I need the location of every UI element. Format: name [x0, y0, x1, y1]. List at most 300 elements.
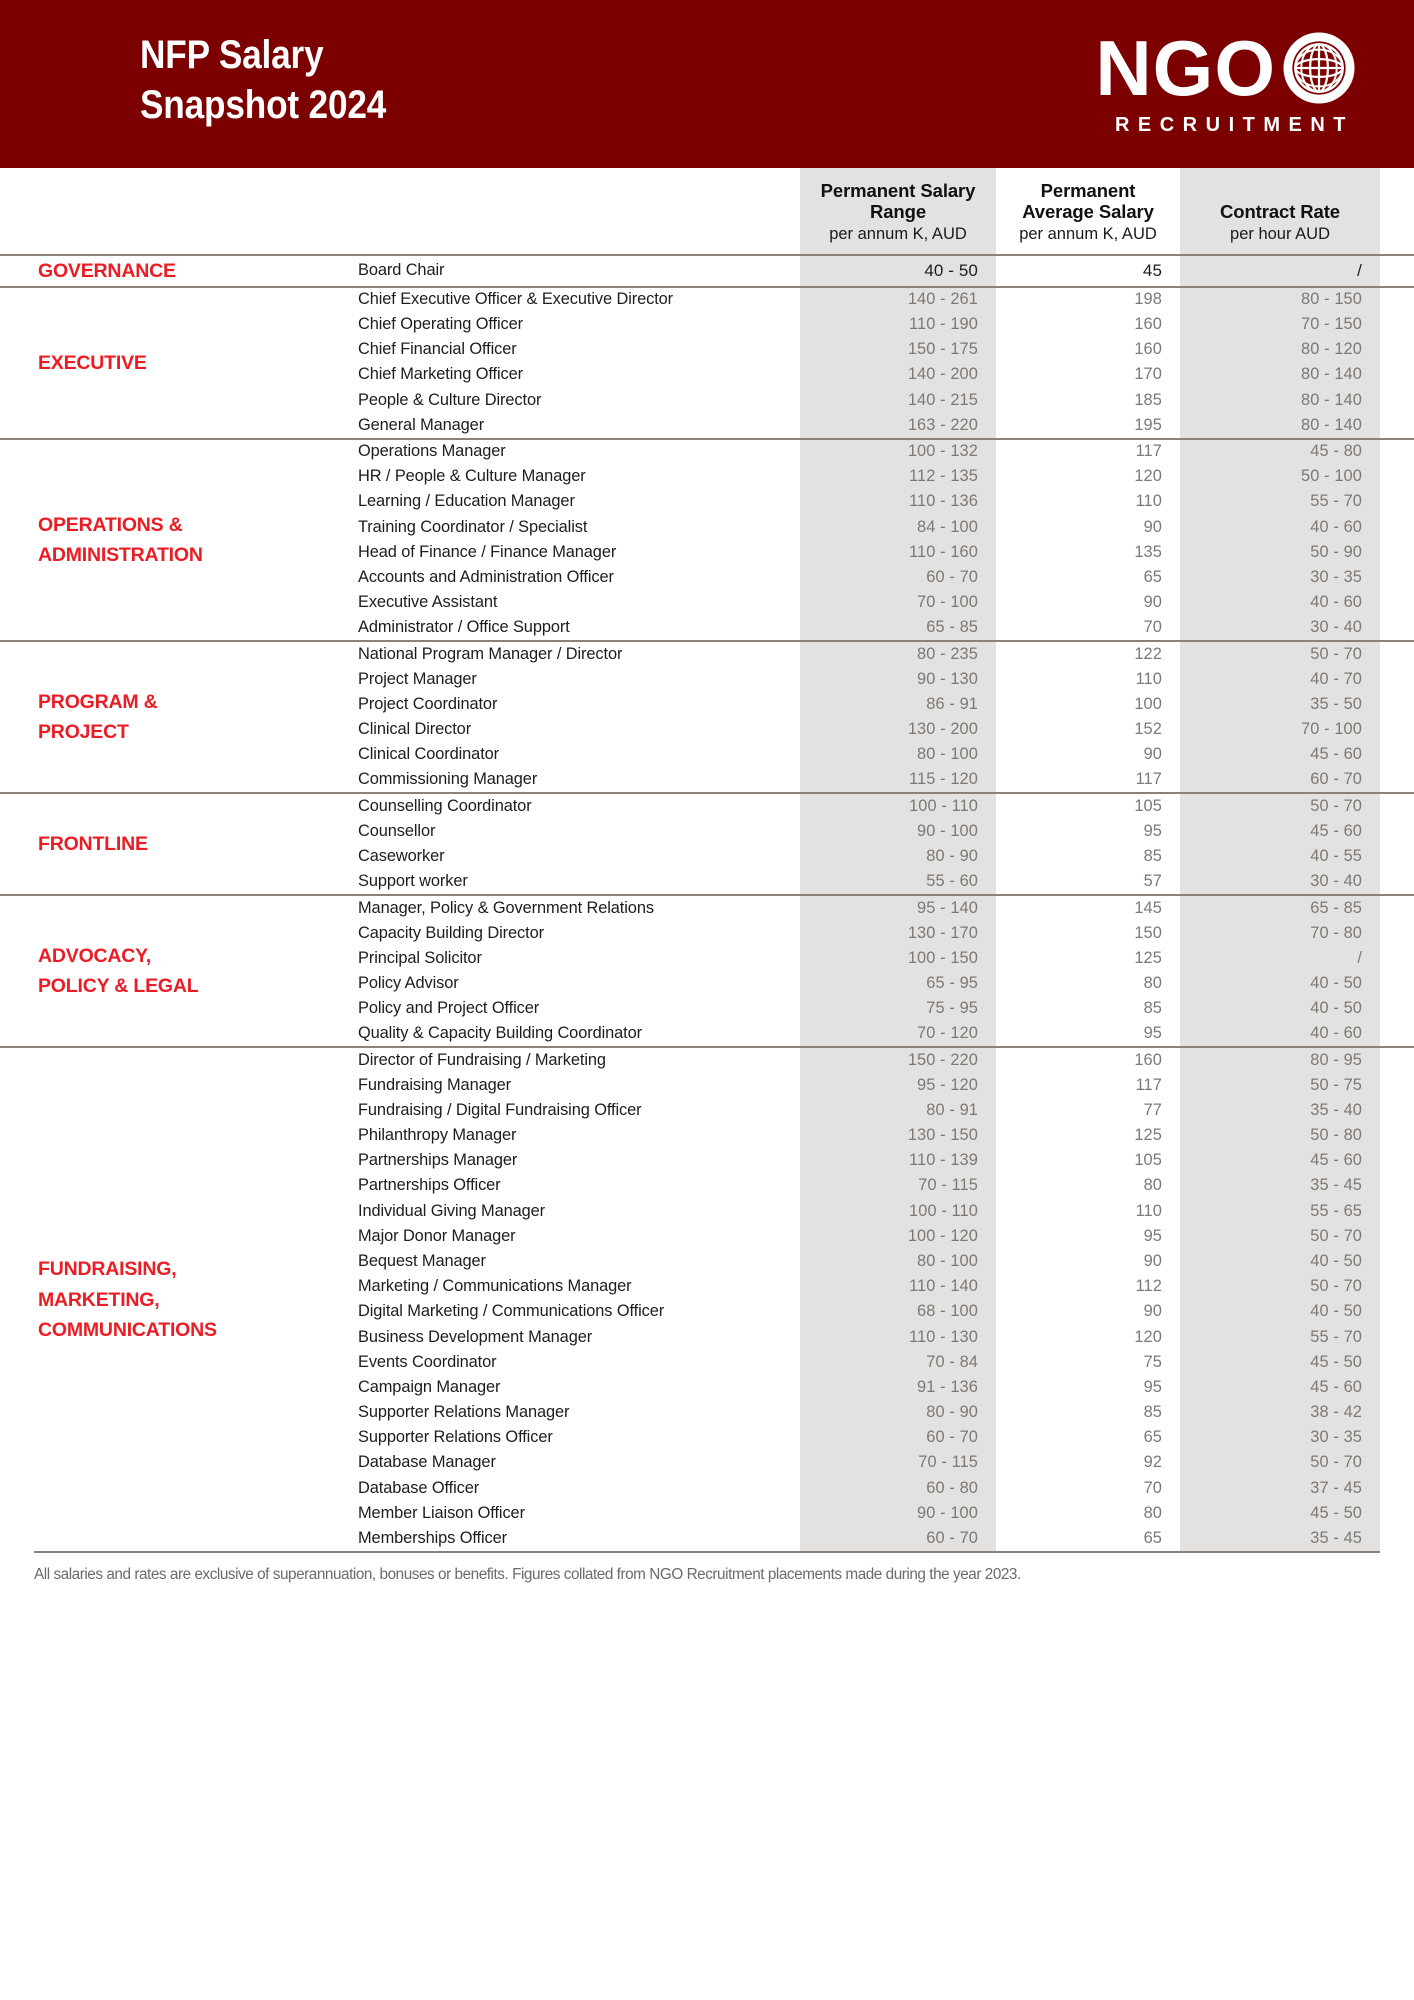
- permanent-salary-range-cell: 100 - 120: [907, 1226, 978, 1245]
- contract-rate-cell: 40 - 55: [1310, 846, 1362, 865]
- contract-rate-cell: 40 - 50: [1310, 999, 1362, 1018]
- header-pad: [1380, 168, 1414, 254]
- permanent-salary-range-cell: 70 - 115: [918, 1453, 978, 1472]
- row-pad-cell: [1380, 255, 1414, 286]
- row-pad-cell: [1380, 540, 1414, 565]
- contract-rate-cell: 45 - 60: [1310, 821, 1362, 840]
- globe-icon: [1282, 31, 1356, 105]
- row-pad-cell: [1380, 1299, 1414, 1324]
- role-name-cell: Policy Advisor: [358, 973, 459, 992]
- row-pad-cell: [1380, 1173, 1414, 1198]
- permanent-salary-range-cell: 70 - 120: [917, 1024, 978, 1043]
- permanent-salary-range-cell: 80 - 91: [926, 1100, 978, 1119]
- permanent-average-salary-cell: 110: [1135, 669, 1162, 688]
- permanent-average-salary-cell: 112: [1135, 1277, 1162, 1296]
- role-name-cell: Project Manager: [358, 669, 477, 688]
- category-cell: [0, 895, 340, 1046]
- permanent-average-salary-cell: 95: [1143, 1226, 1162, 1245]
- permanent-salary-range-cell: 130 - 150: [907, 1126, 978, 1144]
- row-pad-cell: [1380, 1047, 1414, 1072]
- row-pad-cell: [1380, 337, 1414, 362]
- permanent-salary-range-cell: 65 - 95: [926, 973, 978, 992]
- role-name-cell: Fundraising / Digital Fundraising Officer: [358, 1100, 642, 1119]
- permanent-average-salary-cell: 95: [1143, 1024, 1162, 1043]
- contract-rate-cell: 40 - 50: [1310, 1251, 1362, 1270]
- header-role-blank: [340, 168, 800, 254]
- page-header-banner: [0, 0, 1414, 168]
- salary-table-head: [0, 168, 1414, 254]
- permanent-salary-range-cell: 112 - 135: [909, 467, 978, 486]
- contract-rate-cell: 50 - 100: [1301, 467, 1362, 486]
- table-header-row: [0, 168, 1414, 254]
- role-name-cell: Partnerships Manager: [358, 1151, 518, 1170]
- header-contract-rate-label: Contract Rate: [1220, 201, 1340, 223]
- permanent-salary-range-cell: 91 - 136: [917, 1377, 978, 1396]
- header-permanent-salary-range-label: Permanent Salary Range: [820, 180, 976, 223]
- permanent-average-salary-cell: 80: [1143, 1176, 1162, 1195]
- permanent-salary-range-cell: 80 - 90: [926, 1403, 978, 1422]
- contract-rate-cell: 40 - 70: [1310, 669, 1362, 688]
- row-pad-cell: [1380, 1123, 1414, 1148]
- category-label-line: ADVOCACY,: [38, 945, 152, 968]
- contract-rate-cell: 30 - 40: [1310, 618, 1362, 637]
- role-name-cell: Learning / Education Manager: [358, 492, 575, 511]
- category-cell: [0, 793, 340, 894]
- category-label-line: PROJECT: [38, 721, 129, 744]
- contract-rate-cell: 40 - 50: [1310, 1302, 1362, 1321]
- contract-rate-cell: 40 - 60: [1310, 517, 1362, 536]
- row-pad-cell: [1380, 717, 1414, 742]
- role-name-cell: Manager, Policy & Government Relations: [358, 898, 654, 917]
- role-name-cell: Member Liaison Officer: [358, 1503, 525, 1522]
- row-pad-cell: [1380, 1073, 1414, 1098]
- category-label-line: COMMUNICATIONS: [38, 1318, 217, 1341]
- header-permanent-average-salary: [996, 168, 1180, 254]
- row-pad-cell: [1380, 1324, 1414, 1349]
- permanent-average-salary-cell: 70: [1143, 1478, 1162, 1497]
- contract-rate-cell: /: [1357, 260, 1362, 280]
- ngo-recruitment-logo: [1056, 24, 1356, 146]
- permanent-average-salary-cell: 65: [1143, 567, 1162, 586]
- permanent-salary-range-cell: 140 - 200: [907, 365, 978, 384]
- permanent-average-salary-cell: 90: [1143, 517, 1162, 536]
- role-name-cell: Training Coordinator / Specialist: [358, 517, 588, 536]
- role-name-cell: Business Development Manager: [358, 1327, 593, 1346]
- role-name-cell: Chief Executive Officer & Executive Director: [358, 290, 674, 309]
- contract-rate-cell: 38 - 42: [1310, 1403, 1362, 1422]
- category-label-line: POLICY & LEGAL: [38, 975, 199, 998]
- contract-rate-cell: 45 - 60: [1310, 745, 1362, 764]
- permanent-average-salary-cell: 90: [1143, 1251, 1162, 1270]
- header-contract-rate-sub: per hour AUD: [1230, 224, 1330, 243]
- salary-table: [0, 168, 1414, 1551]
- permanent-salary-range-cell: 84 - 100: [917, 517, 978, 536]
- permanent-salary-range-cell: 95 - 140: [917, 898, 978, 917]
- contract-rate-cell: 50 - 70: [1310, 644, 1362, 663]
- row-pad-cell: [1380, 1400, 1414, 1425]
- permanent-average-salary-cell: 85: [1143, 846, 1162, 865]
- row-pad-cell: [1380, 1425, 1414, 1450]
- role-name-cell: Administrator / Office Support: [358, 618, 570, 637]
- permanent-salary-range-cell: 100 - 110: [909, 1201, 978, 1220]
- contract-rate-cell: 50 - 90: [1310, 542, 1362, 561]
- permanent-salary-range-cell: 130 - 200: [907, 720, 978, 738]
- contract-rate-cell: 35 - 50: [1310, 694, 1362, 713]
- permanent-average-salary-cell: 100: [1134, 694, 1162, 713]
- table-row: [0, 793, 1414, 818]
- role-name-cell: Quality & Capacity Building Coordinator: [358, 1024, 642, 1043]
- logo-subtitle: RECRUITMENT: [1114, 114, 1354, 136]
- role-name-cell: Major Donor Manager: [358, 1226, 516, 1245]
- contract-rate-cell: 70 - 100: [1301, 720, 1362, 738]
- role-name-cell: Database Manager: [358, 1453, 496, 1472]
- permanent-average-salary-cell: 120: [1134, 1327, 1162, 1346]
- row-pad-cell: [1380, 590, 1414, 615]
- role-name-cell: People & Culture Director: [358, 390, 542, 409]
- contract-rate-cell: 50 - 70: [1310, 1226, 1362, 1245]
- row-pad-cell: [1380, 844, 1414, 869]
- role-name-cell: Chief Marketing Officer: [358, 365, 524, 384]
- permanent-average-salary-cell: 90: [1143, 745, 1162, 764]
- role-name-cell: Counsellor: [358, 821, 436, 840]
- page-title: [140, 30, 386, 130]
- category-cell: [0, 439, 340, 641]
- permanent-salary-range-cell: 60 - 70: [926, 1529, 978, 1547]
- permanent-average-salary-cell: 65: [1143, 1428, 1162, 1447]
- role-name-cell: Support worker: [358, 872, 468, 891]
- role-name-cell: Capacity Building Director: [358, 923, 544, 942]
- row-pad-cell: [1380, 312, 1414, 337]
- role-name-cell: Marketing / Communications Manager: [358, 1277, 632, 1296]
- category-label-line: EXECUTIVE: [38, 351, 147, 374]
- permanent-salary-range-cell: 130 - 170: [907, 923, 978, 942]
- row-pad-cell: [1380, 413, 1414, 438]
- role-name-cell: Individual Giving Manager: [358, 1201, 546, 1220]
- row-pad-cell: [1380, 615, 1414, 640]
- permanent-average-salary-cell: 70: [1143, 618, 1162, 637]
- role-name-cell: Commissioning Manager: [358, 770, 538, 789]
- contract-rate-cell: 35 - 45: [1310, 1176, 1362, 1195]
- permanent-salary-range-cell: 60 - 70: [926, 567, 978, 586]
- table-row: [0, 439, 1414, 464]
- permanent-average-salary-cell: 145: [1134, 898, 1162, 917]
- permanent-average-salary-cell: 125: [1134, 1126, 1162, 1144]
- permanent-average-salary-cell: 77: [1143, 1100, 1162, 1119]
- contract-rate-cell: 30 - 35: [1310, 1428, 1362, 1447]
- row-pad-cell: [1380, 1350, 1414, 1375]
- permanent-salary-range-cell: 80 - 90: [926, 846, 978, 865]
- page-title-line-2: Snapshot 2024: [140, 83, 387, 127]
- header-contract-rate: [1180, 168, 1380, 254]
- permanent-average-salary-cell: 80: [1143, 1503, 1162, 1522]
- permanent-average-salary-cell: 117: [1135, 770, 1162, 789]
- role-name-cell: Chief Operating Officer: [358, 315, 524, 333]
- table-row: [0, 895, 1414, 920]
- role-name-cell: Supporter Relations Officer: [358, 1428, 553, 1447]
- permanent-average-salary-cell: 195: [1134, 415, 1162, 434]
- permanent-salary-range-cell: 95 - 120: [917, 1075, 978, 1094]
- category-label-line: MARKETING,: [38, 1288, 160, 1311]
- permanent-salary-range-cell: 70 - 115: [918, 1176, 978, 1195]
- permanent-salary-range-cell: 110 - 136: [909, 492, 978, 511]
- permanent-average-salary-cell: 160: [1134, 1050, 1162, 1069]
- row-pad-cell: [1380, 1148, 1414, 1173]
- contract-rate-cell: 40 - 60: [1310, 1024, 1362, 1043]
- contract-rate-cell: 50 - 70: [1310, 797, 1362, 816]
- permanent-salary-range-cell: 100 - 110: [909, 797, 978, 816]
- contract-rate-cell: 30 - 40: [1310, 872, 1362, 891]
- contract-rate-cell: 50 - 80: [1310, 1126, 1362, 1144]
- role-name-cell: Director of Fundraising / Marketing: [358, 1050, 606, 1069]
- role-name-cell: Supporter Relations Manager: [358, 1403, 570, 1422]
- salary-table-container: [0, 168, 1414, 1551]
- permanent-average-salary-cell: 150: [1134, 923, 1162, 942]
- contract-rate-cell: 35 - 40: [1310, 1100, 1362, 1119]
- role-name-cell: Clinical Coordinator: [358, 745, 500, 764]
- permanent-average-salary-cell: 65: [1143, 1529, 1162, 1547]
- role-name-cell: Project Coordinator: [358, 694, 498, 713]
- role-name-cell: General Manager: [358, 415, 485, 434]
- permanent-average-salary-cell: 125: [1134, 948, 1162, 967]
- contract-rate-cell: 40 - 60: [1310, 593, 1362, 612]
- role-name-cell: Counselling Coordinator: [358, 797, 532, 816]
- row-pad-cell: [1380, 514, 1414, 539]
- contract-rate-cell: 65 - 85: [1310, 898, 1362, 917]
- row-pad-cell: [1380, 895, 1414, 920]
- permanent-average-salary-cell: 110: [1135, 492, 1162, 511]
- permanent-salary-range-cell: 110 - 190: [909, 315, 978, 333]
- role-name-cell: Chief Financial Officer: [358, 340, 517, 359]
- row-pad-cell: [1380, 971, 1414, 996]
- row-pad-cell: [1380, 1501, 1414, 1526]
- permanent-salary-range-cell: 75 - 95: [926, 999, 978, 1018]
- permanent-average-salary-cell: 95: [1143, 821, 1162, 840]
- row-pad-cell: [1380, 946, 1414, 971]
- row-pad-cell: [1380, 869, 1414, 894]
- permanent-salary-range-cell: 80 - 100: [917, 745, 978, 764]
- header-permanent-salary-range: [800, 168, 996, 254]
- row-pad-cell: [1380, 1098, 1414, 1123]
- permanent-average-salary-cell: 170: [1134, 365, 1162, 384]
- header-permanent-average-salary-sub: per annum K, AUD: [1019, 224, 1157, 243]
- contract-rate-cell: 55 - 70: [1310, 492, 1362, 511]
- permanent-average-salary-cell: 90: [1143, 593, 1162, 612]
- permanent-salary-range-cell: 55 - 60: [926, 872, 978, 891]
- contract-rate-cell: 30 - 35: [1310, 567, 1362, 586]
- permanent-salary-range-cell: 90 - 130: [917, 669, 978, 688]
- footnote-text: All salaries and rates are exclusive of superannuation, bonuses or benefits. Figures collated from NGO Recruitment placements made during the year 2023.: [34, 1566, 1021, 1584]
- role-name-cell: Digital Marketing / Communications Officer: [358, 1302, 665, 1321]
- category-cell: [0, 255, 340, 286]
- permanent-salary-range-cell: 163 - 220: [907, 415, 978, 434]
- permanent-average-salary-cell: 198: [1134, 290, 1162, 309]
- permanent-average-salary-cell: 105: [1134, 797, 1162, 816]
- permanent-salary-range-cell: 40 - 50: [924, 260, 978, 280]
- contract-rate-cell: /: [1357, 948, 1362, 967]
- row-pad-cell: [1380, 793, 1414, 818]
- row-pad-cell: [1380, 920, 1414, 945]
- header-permanent-average-salary-label: Permanent Average Salary: [1022, 180, 1154, 223]
- role-name-cell: Partnerships Officer: [358, 1176, 501, 1195]
- permanent-average-salary-cell: 95: [1143, 1377, 1162, 1396]
- permanent-salary-range-cell: 80 - 100: [917, 1251, 978, 1270]
- category-label-line: PROGRAM &: [38, 691, 158, 714]
- permanent-salary-range-cell: 100 - 132: [907, 442, 978, 461]
- role-name-cell: Fundraising Manager: [358, 1075, 511, 1094]
- permanent-salary-range-cell: 86 - 91: [926, 694, 978, 713]
- permanent-average-salary-cell: 185: [1134, 390, 1162, 409]
- contract-rate-cell: 80 - 140: [1301, 365, 1362, 384]
- contract-rate-cell: 80 - 95: [1310, 1050, 1362, 1069]
- category-cell: [0, 641, 340, 792]
- permanent-average-salary-cell: 120: [1134, 467, 1162, 486]
- row-pad-cell: [1380, 565, 1414, 590]
- row-pad-cell: [1380, 489, 1414, 514]
- contract-rate-cell: 50 - 70: [1310, 1277, 1362, 1296]
- salary-table-body: [0, 254, 1414, 1552]
- row-pad-cell: [1380, 1274, 1414, 1299]
- permanent-salary-range-cell: 110 - 139: [909, 1151, 978, 1170]
- role-name-cell: Campaign Manager: [358, 1377, 501, 1396]
- contract-rate-cell: 45 - 60: [1310, 1151, 1362, 1170]
- role-name-cell: Philanthropy Manager: [358, 1126, 517, 1144]
- header-category-blank: [0, 168, 340, 254]
- contract-rate-cell: 45 - 50: [1310, 1352, 1362, 1371]
- role-name-cell: Policy and Project Officer: [358, 999, 540, 1018]
- contract-rate-cell: 55 - 70: [1310, 1327, 1362, 1346]
- contract-rate-cell: 80 - 140: [1301, 415, 1362, 434]
- row-pad-cell: [1380, 1198, 1414, 1223]
- row-pad-cell: [1380, 742, 1414, 767]
- category-label-line: ADMINISTRATION: [38, 544, 203, 567]
- permanent-average-salary-cell: 85: [1143, 999, 1162, 1018]
- row-pad-cell: [1380, 1375, 1414, 1400]
- role-name-cell: Bequest Manager: [358, 1251, 486, 1270]
- contract-rate-cell: 55 - 65: [1310, 1201, 1362, 1220]
- category-label-line: GOVERNANCE: [38, 259, 176, 282]
- row-pad-cell: [1380, 667, 1414, 692]
- permanent-average-salary-cell: 92: [1143, 1453, 1162, 1472]
- permanent-average-salary-cell: 105: [1134, 1151, 1162, 1170]
- permanent-salary-range-cell: 110 - 140: [909, 1277, 978, 1296]
- role-name-cell: Events Coordinator: [358, 1352, 497, 1371]
- contract-rate-cell: 35 - 45: [1310, 1529, 1362, 1547]
- permanent-average-salary-cell: 90: [1143, 1302, 1162, 1321]
- permanent-salary-range-cell: 60 - 70: [926, 1428, 978, 1447]
- permanent-salary-range-cell: 90 - 100: [917, 821, 978, 840]
- contract-rate-cell: 80 - 140: [1301, 390, 1362, 409]
- contract-rate-cell: 45 - 50: [1310, 1503, 1362, 1522]
- role-name-cell: National Program Manager / Director: [358, 644, 623, 663]
- role-name-cell: Principal Solicitor: [358, 948, 482, 967]
- row-pad-cell: [1380, 692, 1414, 717]
- role-name-cell: Executive Assistant: [358, 593, 498, 612]
- permanent-salary-range-cell: 150 - 175: [907, 340, 978, 359]
- role-name-cell: HR / People & Culture Manager: [358, 467, 586, 486]
- permanent-salary-range-cell: 110 - 130: [909, 1327, 978, 1346]
- table-row: [0, 255, 1414, 286]
- contract-rate-cell: 70 - 150: [1301, 315, 1362, 333]
- row-pad-cell: [1380, 362, 1414, 387]
- permanent-salary-range-cell: 60 - 80: [926, 1478, 978, 1497]
- contract-rate-cell: 80 - 150: [1301, 290, 1362, 309]
- row-pad-cell: [1380, 464, 1414, 489]
- row-pad-cell: [1380, 1021, 1414, 1046]
- contract-rate-cell: 80 - 120: [1301, 340, 1362, 359]
- permanent-average-salary-cell: 80: [1143, 973, 1162, 992]
- contract-rate-cell: 50 - 75: [1310, 1075, 1362, 1094]
- contract-rate-cell: 60 - 70: [1310, 770, 1362, 789]
- permanent-average-salary-cell: 122: [1134, 644, 1162, 663]
- permanent-average-salary-cell: 85: [1143, 1403, 1162, 1422]
- contract-rate-cell: 45 - 60: [1310, 1377, 1362, 1396]
- role-name-cell: Head of Finance / Finance Manager: [358, 542, 617, 561]
- table-row: [0, 287, 1414, 312]
- permanent-salary-range-cell: 140 - 215: [907, 390, 978, 409]
- header-permanent-salary-range-sub: per annum K, AUD: [829, 224, 967, 243]
- permanent-salary-range-cell: 70 - 84: [926, 1352, 978, 1371]
- row-pad-cell: [1380, 1224, 1414, 1249]
- permanent-salary-range-cell: 65 - 85: [926, 618, 978, 637]
- role-name-cell: Memberships Officer: [358, 1529, 508, 1547]
- category-cell: [0, 1047, 340, 1551]
- permanent-average-salary-cell: 152: [1134, 720, 1162, 738]
- role-name-cell: Clinical Director: [358, 720, 472, 738]
- row-pad-cell: [1380, 641, 1414, 666]
- page-title-line-1: NFP Salary: [140, 33, 324, 77]
- permanent-salary-range-cell: 80 - 235: [917, 644, 978, 663]
- category-label-line: FRONTLINE: [38, 833, 148, 856]
- permanent-average-salary-cell: 45: [1142, 260, 1162, 280]
- logo-wordmark: [1056, 24, 1356, 112]
- row-pad-cell: [1380, 387, 1414, 412]
- contract-rate-cell: 45 - 80: [1310, 442, 1362, 461]
- permanent-average-salary-cell: 117: [1135, 442, 1162, 461]
- permanent-average-salary-cell: 160: [1134, 340, 1162, 359]
- permanent-salary-range-cell: 150 - 220: [907, 1050, 978, 1069]
- row-pad-cell: [1380, 1476, 1414, 1501]
- role-name-cell: Board Chair: [358, 261, 445, 280]
- role-name-cell: Database Officer: [358, 1478, 480, 1497]
- permanent-salary-range-cell: 110 - 160: [909, 542, 978, 561]
- role-name-cell: Operations Manager: [358, 442, 506, 461]
- contract-rate-cell: 40 - 50: [1310, 973, 1362, 992]
- table-row: [0, 1047, 1414, 1072]
- permanent-salary-range-cell: 90 - 100: [917, 1503, 978, 1522]
- row-pad-cell: [1380, 996, 1414, 1021]
- row-pad-cell: [1380, 1450, 1414, 1475]
- role-name-cell: Accounts and Administration Officer: [358, 567, 614, 586]
- contract-rate-cell: 70 - 80: [1310, 923, 1362, 942]
- category-label-line: OPERATIONS &: [38, 513, 183, 536]
- contract-rate-cell: 50 - 70: [1310, 1453, 1362, 1472]
- row-pad-cell: [1380, 767, 1414, 792]
- category-label-line: FUNDRAISING,: [38, 1258, 177, 1281]
- permanent-salary-range-cell: 70 - 100: [917, 593, 978, 612]
- permanent-salary-range-cell: 100 - 150: [907, 948, 978, 967]
- contract-rate-cell: 37 - 45: [1310, 1478, 1362, 1497]
- permanent-average-salary-cell: 135: [1134, 542, 1162, 561]
- permanent-average-salary-cell: 110: [1135, 1201, 1162, 1220]
- row-pad-cell: [1380, 1249, 1414, 1274]
- logo-ngo-text: NGO: [1095, 24, 1276, 112]
- role-name-cell: Caseworker: [358, 846, 445, 865]
- row-pad-cell: [1380, 287, 1414, 312]
- row-pad-cell: [1380, 819, 1414, 844]
- permanent-salary-range-cell: 68 - 100: [917, 1302, 978, 1321]
- permanent-average-salary-cell: 117: [1135, 1075, 1162, 1094]
- row-pad-cell: [1380, 1526, 1414, 1551]
